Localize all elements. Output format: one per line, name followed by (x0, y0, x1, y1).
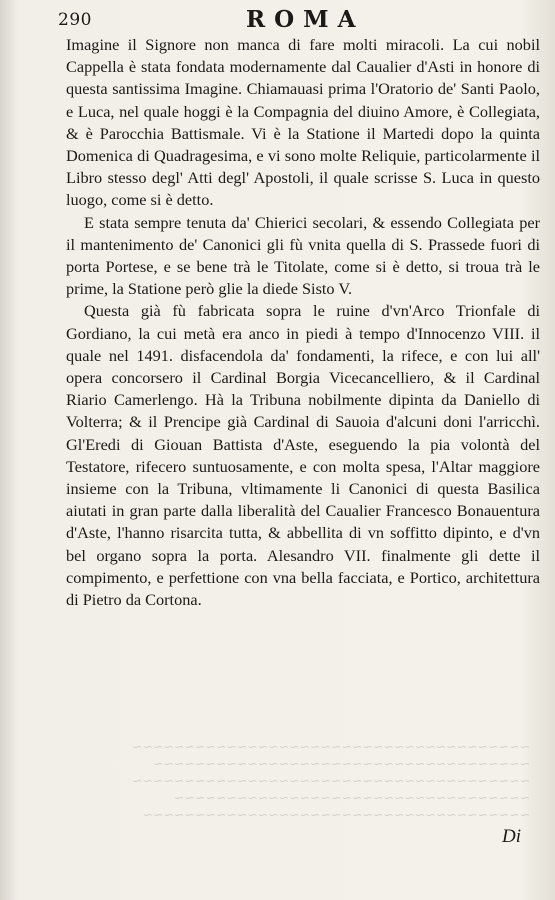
paragraph-1: Imagine il Signore non manca di fare molti miracoli. La cui nobil Cappella è stata fondata modernamente dal Caualier d'Asti in honore di questa santissima Imagine. Chiamauasi prima l'Oratorio de' Santi Paolo, e Luca, nel quale hoggi è la Compagnia del diuino Amore, è Collegiata, & è Parocchia Battismale. Vi è la Statione il Martedi dopo la quinta Domenica di Quadragesima, e vi sono molte Reliquie, particolarmente il Libro stesso degl' Atti degl' Apostoli, il quale scrisse S. Luca in questo luogo, come si è detto. (66, 35, 540, 210)
show-through-text: ~~~~~~~~~~~~~~~~~~~~~~~~~~~~~~~~~~~~~~ ~~~~~~~~~~~~~~~~~~~~~~~~~~~~~~~~~~~~ ~~~~~~~~~~~~~~~~~~~~~~~~~~~~~~~~~~~~~~ ~~~~~~~~~~~~~~~~~~~~~~~~~~~~~~~~~~ ~~~~~~~~~~~~~~~~~~~~~~~~~~~~~~~~~~~~~ (132, 739, 530, 822)
catchword: Di (502, 826, 521, 847)
page-number: 290 (58, 10, 92, 30)
running-head: ROMA (246, 6, 365, 33)
page-header (58, 6, 538, 34)
paragraph-3: Questa già fù fabricata sopra le ruine d'vn'Arco Trionfale di Gordiano, la cui metà era anco in piedi à tempo d'Innocenzo VIII. il quale nel 1491. disfacendola da' fondamenti, la rifece, e con lui all' opera concorsero il Cardinal Borgia Vicecancelliero, & il Cardinal Riario Camerlengo. Hà la Tribuna nobilmente dipinta da Daniello di Volterra; & il Prencipe già Cardinal di Sauoia d'alcuni doni l'arricchì. Gl'Eredi di Giouan Battista d'Aste, eseguendo la pia volontà del Testatore, rifecero suntuosamente, e con molta spesa, l'Altar maggiore insieme con la Tribuna, vltimamente li Canonici di questa Basilica aiutati in gran parte dalla liberalità del Caualier Francesco Bonauentura d'Aste, l'hanno risarcita tutta, & abbellita di vn soffitto dipinto, e d'vn bel organo sopra la porta. Alesandro VII. finalmente gli dette il compimento, e perfettione con vna bella facciata, e Portico, architettura di Pietro da Cortona. (66, 301, 540, 610)
paragraph-2: E stata sempre tenuta da' Chierici secolari, & essendo Collegiata per il mantenimento de' Canonici gli fù vnita quella di S. Prassede fuori di porta Portese, e se bene trà le Titolate, come si è detto, si troua trà le prime, la Statione però glie la diede Sisto V. (66, 212, 540, 299)
body-text (66, 34, 540, 611)
